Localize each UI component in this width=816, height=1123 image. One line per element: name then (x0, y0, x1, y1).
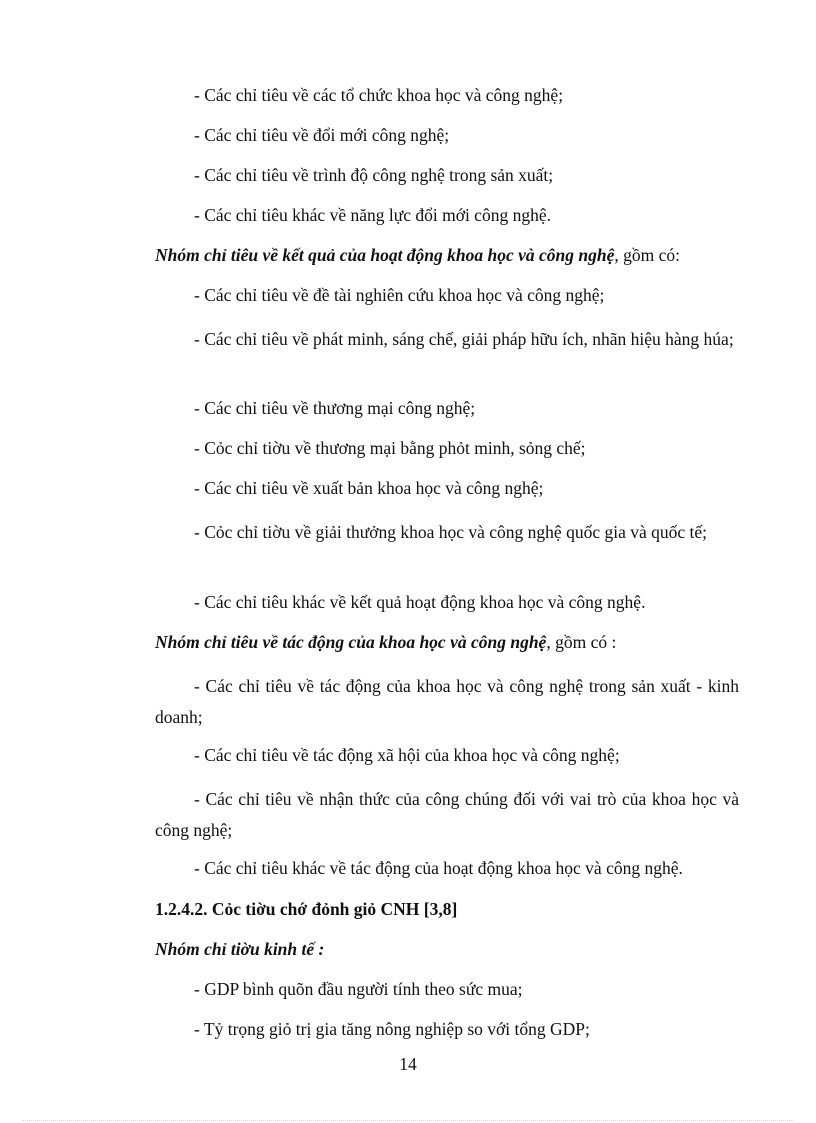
group-results-title: Nhóm chỉ tiêu về kết quả của hoạt động khoa học và công nghệ (155, 245, 615, 265)
bullet-publications: - Các chỉ tiêu về xuất bản khoa học và công nghệ; (194, 478, 544, 498)
group-impact-suffix: , gồm có : (546, 632, 617, 652)
bullet-org-indicators: - Các chỉ tiêu về các tổ chức khoa học và công nghệ; (194, 85, 564, 105)
bullet-inventions (155, 324, 739, 355)
section-heading: 1.2.4.2. Cỏc tiờu chớ đỏnh giỏ CNH [3,8] (155, 899, 458, 919)
bullet-awards-text: - Cỏc chỉ tiờu về giải thưởng khoa học và công nghệ quốc gia và quốc tế; (194, 522, 707, 542)
group-impact-title: Nhóm chỉ tiêu về tác động của khoa học và công nghệ (155, 632, 547, 652)
group-impact-heading (155, 631, 616, 653)
bullet-innovation-indicators: - Các chỉ tiêu về đổi mới công nghệ; (194, 125, 450, 145)
bullet-inventions-text: - Các chỉ tiêu về phát minh, sáng chế, giải pháp hữu ích, nhãn hiệu hàng húa; (194, 329, 734, 349)
bullet-social-impact: - Các chỉ tiêu về tác động xã hội của khoa học và công nghệ; (194, 745, 620, 765)
bullet-awards (155, 517, 739, 548)
bullet-public-awareness-text: - Các chỉ tiêu về nhận thức của công chúng đối với vai trò của khoa học và công nghệ; (155, 789, 739, 840)
group-results-heading (155, 244, 680, 266)
bullet-tech-trade: - Các chỉ tiêu về thương mại công nghệ; (194, 398, 476, 418)
bullet-other-results: - Các chỉ tiêu khác về kết quả hoạt động khoa học và công nghệ. (194, 592, 646, 612)
page-number: 14 (399, 1054, 417, 1074)
bullet-public-awareness (155, 784, 739, 846)
bullet-research-topics: - Các chỉ tiêu về đề tài nghiên cứu khoa học và công nghệ; (194, 285, 605, 305)
bullet-agri-share: - Tỷ trọng giỏ trị gia tăng nông nghiệp so với tổng GDP; (194, 1019, 590, 1039)
bullet-production-impact-text: - Các chỉ tiêu về tác động của khoa học và công nghệ trong sản xuất - kinh doanh; (155, 676, 739, 727)
page-bottom-divider (22, 1120, 794, 1121)
bullet-patent-trade: - Cỏc chỉ tiờu về thương mại bằng phỏt minh, sỏng chế; (194, 438, 586, 458)
group-results-suffix: , gồm có: (614, 245, 681, 265)
bullet-gdp-per-capita: - GDP bình quõn đầu người tính theo sức mua; (194, 979, 523, 999)
bullet-tech-level-indicators: - Các chỉ tiêu về trình độ công nghệ trong sản xuất; (194, 165, 554, 185)
bullet-other-impact: - Các chỉ tiêu khác về tác động của hoạt động khoa học và công nghệ. (194, 858, 683, 878)
bullet-production-impact (155, 671, 739, 733)
bullet-other-capacity-indicators: - Các chỉ tiêu khác về năng lực đổi mới công nghệ. (194, 205, 551, 225)
group-economic-heading: Nhóm chỉ tiờu kinh tế : (155, 939, 325, 959)
